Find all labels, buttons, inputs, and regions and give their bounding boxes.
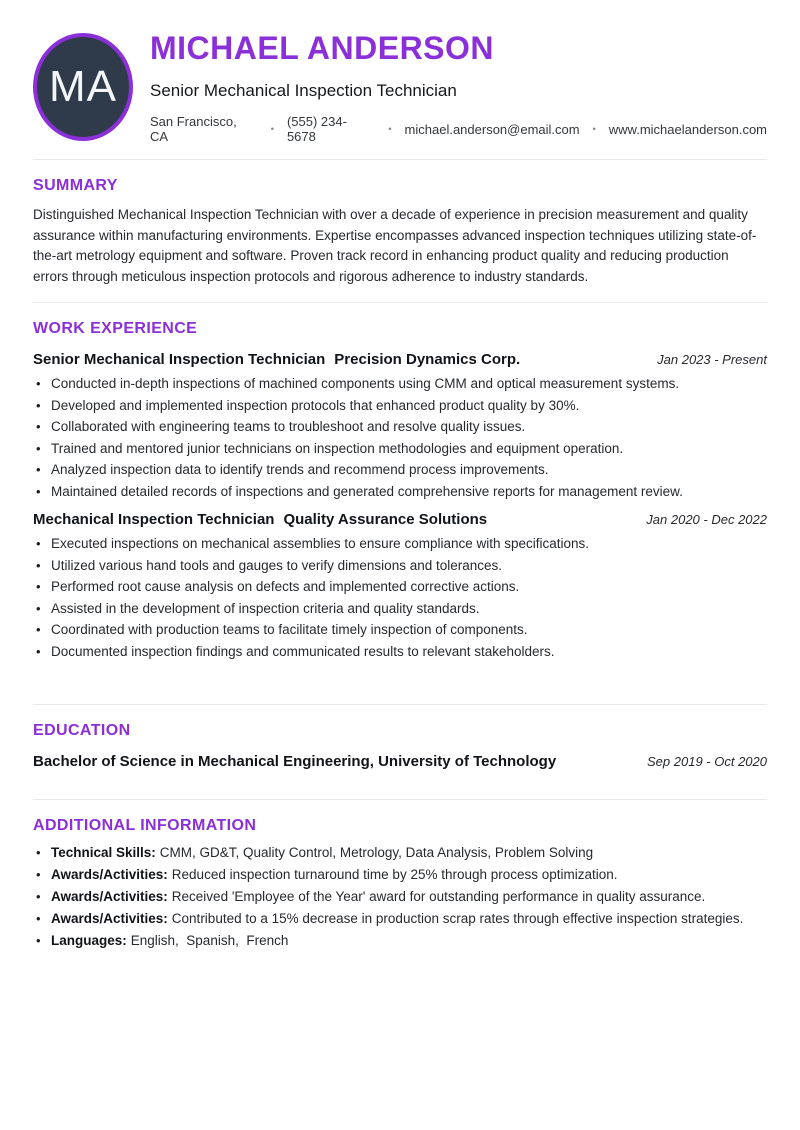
contact-email: michael.anderson@email.com xyxy=(404,121,580,137)
additional-info-list xyxy=(33,846,767,949)
additional-info-item xyxy=(33,912,767,926)
contact-phone: (555) 234-5678 xyxy=(286,114,347,144)
resume-header xyxy=(33,30,767,144)
additional-info-item xyxy=(33,934,767,948)
header-text xyxy=(150,30,767,144)
additional-information-section xyxy=(33,817,767,949)
avatar xyxy=(33,33,133,141)
job-bullet: • Executed inspections on mechanical assemblies to ensure compliance with specifications. xyxy=(33,537,767,551)
job-bullet: • Documented inspection findings and communicated results to relevant stakeholders. xyxy=(33,645,767,659)
job-role: Mechanical Inspection Technician xyxy=(33,510,275,528)
education-section xyxy=(33,722,767,784)
job-bullet: • Coordinated with production teams to facilitate timely inspection of components. xyxy=(33,623,767,637)
summary-text: Distinguished Mechanical Inspection Technician with over a decade of experience in precision measurement and quality assurance within manufacturing environments. Expertise encompasses advanced inspection techniques utilizing state-of-the-art metrology equipment and software. Proven track record in enhancing product quality and reducing production errors through meticulous inspection protocols and rigorous adherence to industry standards. xyxy=(33,207,757,284)
job-title xyxy=(33,511,487,528)
additional-info-item xyxy=(33,846,767,860)
info-label: Awards/Activities: xyxy=(51,888,168,904)
education-row xyxy=(33,753,767,770)
job-header-row xyxy=(33,351,767,368)
contact-location: San Francisco, CA xyxy=(150,114,237,144)
info-label: Awards/Activities: xyxy=(51,866,168,882)
job-company: Quality Assurance Solutions xyxy=(283,510,488,528)
summary-section xyxy=(33,177,767,287)
info-text: Reduced inspection turnaround time by 25% through process optimization. xyxy=(171,866,618,882)
job-bullet-list xyxy=(33,537,767,659)
job-bullet: • Maintained detailed records of inspections and generated comprehensive reports for management review. xyxy=(33,485,767,499)
info-text: English, Spanish, French xyxy=(130,933,289,949)
job-bullet: • Trained and mentored junior technicians on inspection methodologies and equipment operation. xyxy=(33,442,767,456)
info-label: Awards/Activities: xyxy=(51,911,168,927)
info-label: Languages: xyxy=(51,933,127,949)
summary-heading: SUMMARY xyxy=(33,177,118,194)
bullet-separator-icon: • xyxy=(270,124,274,134)
candidate-title: Senior Mechanical Inspection Technician xyxy=(150,81,457,100)
additional-info-item xyxy=(33,890,767,904)
bullet-separator-icon: • xyxy=(388,124,392,134)
additional-info-item xyxy=(33,868,767,882)
divider xyxy=(33,302,767,303)
job-bullet: • Performed root cause analysis on defects and implemented corrective actions. xyxy=(33,580,767,594)
contact-row xyxy=(150,114,767,144)
candidate-name: MICHAEL ANDERSON xyxy=(150,30,495,66)
education-dates: Sep 2019 - Oct 2020 xyxy=(647,753,767,769)
info-text: Contributed to a 15% decrease in production scrap rates through effective inspection strategies. xyxy=(171,911,744,927)
job-bullet-list xyxy=(33,377,767,499)
degree-text: Bachelor of Science in Mechanical Engineering, University of Technology xyxy=(33,752,557,770)
divider xyxy=(33,799,767,800)
education-heading: EDUCATION xyxy=(33,721,131,739)
avatar-initials: MA xyxy=(49,62,117,111)
job-bullet: • Assisted in the development of inspection criteria and quality standards. xyxy=(33,602,767,616)
job-title xyxy=(33,351,520,368)
job-bullet: • Developed and implemented inspection protocols that enhanced product quality by 30%. xyxy=(33,399,767,413)
education-degree xyxy=(33,753,556,770)
job-bullet: • Conducted in-depth inspections of machined components using CMM and optical measurement systems. xyxy=(33,377,767,391)
info-label: Technical Skills: xyxy=(51,844,156,860)
info-text: CMM, GD&T, Quality Control, Metrology, Data Analysis, Problem Solving xyxy=(159,844,594,860)
job-header-row xyxy=(33,511,767,528)
job-dates: Jan 2020 - Dec 2022 xyxy=(646,511,767,527)
divider xyxy=(33,159,767,160)
work-experience-section xyxy=(33,320,767,689)
job-company: Precision Dynamics Corp. xyxy=(334,351,521,368)
additional-information-heading: ADDITIONAL INFORMATION xyxy=(33,816,257,834)
job-dates: Jan 2023 - Present xyxy=(657,352,767,367)
job-bullet: • Analyzed inspection data to identify trends and recommend process improvements. xyxy=(33,463,767,477)
job-bullet: • Collaborated with engineering teams to troubleshoot and resolve quality issues. xyxy=(33,420,767,434)
bullet-separator-icon: • xyxy=(592,124,596,134)
job-role: Senior Mechanical Inspection Technician xyxy=(33,351,326,368)
work-experience-heading: WORK EXPERIENCE xyxy=(33,320,198,337)
job-bullet: • Utilized various hand tools and gauges to verify dimensions and tolerances. xyxy=(33,559,767,573)
divider xyxy=(33,704,767,705)
contact-website: www.michaelanderson.com xyxy=(608,121,767,137)
info-text: Received 'Employee of the Year' award for outstanding performance in quality assurance. xyxy=(171,888,706,904)
